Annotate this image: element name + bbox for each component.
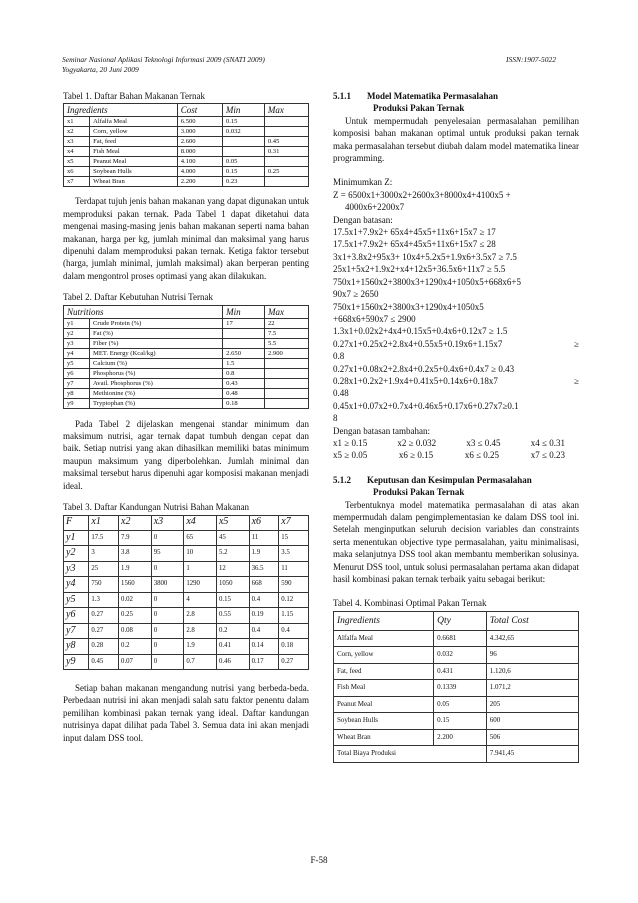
table4-cell: Alfalfa Meal <box>334 630 434 647</box>
table3-cell: 0.27 <box>89 608 119 624</box>
table1-h-cost: Cost <box>177 104 222 117</box>
table3-cell: 0.2 <box>216 623 249 639</box>
table4-cell: 600 <box>486 713 578 730</box>
section-5-1-1-number: 5.1.1 <box>333 91 351 101</box>
table2-cell <box>264 368 308 378</box>
table1-cell: x4 <box>64 147 90 157</box>
table2-cell: y6 <box>64 368 90 378</box>
math-constraint-line: 3x1+3.8x2+95x3+ 10x4+5.2x5+1.9x6+3.5x7 ≥ 7.5 <box>333 251 517 262</box>
table4-cell: Wheat Bran <box>334 729 434 746</box>
table2-cell: 22 <box>264 318 308 328</box>
table3-cell: y8 <box>64 639 89 655</box>
table4-h-total-cost: Total Cost <box>486 611 578 630</box>
math-extra-row-2 <box>333 449 579 461</box>
math-constraint-line: 17.5x1+7.9x2+ 65x4+45x5+11x6+15x7 ≤ 28 <box>333 239 496 250</box>
table3-cell: 590 <box>279 577 309 593</box>
table1-cell: 2.600 <box>177 137 222 147</box>
math-objective-1: Z = 6500x1+3000x2+2600x3+8000x4+4100x5 + <box>333 189 511 200</box>
table3-cell: 0 <box>151 654 184 670</box>
table2-cell: MET. Energy (Kcal/kg) <box>90 348 223 358</box>
table3-header-cell: x1 <box>89 515 119 530</box>
table2-cell: y1 <box>64 318 90 328</box>
table4-cell: 2.200 <box>434 729 487 746</box>
paragraph-1: Terdapat tujuh jenis bahan makanan yang dapat digunakan untuk memproduksi pakan ternak. Pada Tabel 1 dapat diketahui data mengenai masing-masing jenis bahan makanan seperti nama bahan makanan, harga per kg, jumlah minimal dan maksimal yang harus dipenuhi dalam memproduksi pakan ternak. Ketiga faktor tersebut (harga, jumlah minimal, jumlah maksimal) akan berperan penting dalam mengontrol proses optimasi yang akan dilakukan. <box>63 196 309 281</box>
table1-cell: 3.000 <box>177 127 222 137</box>
table3-cell: 1.3 <box>89 592 119 608</box>
table3-header-cell: x5 <box>216 515 249 530</box>
math-minimize: Minimumkan Z: <box>333 177 393 188</box>
table4-cell: Soybean Hulls <box>334 713 434 730</box>
table3-cell: 11 <box>249 530 279 546</box>
math-extra-1-2: x2 ≥ 0.032 <box>397 437 437 448</box>
table2-h-nutritions: Nutritions <box>64 305 223 318</box>
table3-cell: y9 <box>64 654 89 670</box>
page-number: F-58 <box>310 855 328 865</box>
table3-cell: y3 <box>64 561 89 577</box>
table3-header-cell: x2 <box>119 515 152 530</box>
left-column <box>63 90 309 744</box>
section-5-1-2-paragraph: Terbentuknya model matematika permasalahan di atas akan mempermudah dalam pengimplementasian ke dalam DSS tool ini. Setelah menginputkan seluruh decision variables dan constraints serta menentukan objective type permasalahan, yaitu minimalisasi, maka selanjutnya DSS tool akan membantu memberikan solusinya. Menurut DSS tool, untuk solusi permasalahan pertama akan didapat hasil kombinasi pakan ternak terbaik yaitu sebagai berikut: <box>333 499 579 585</box>
table1-cell: 0.23 <box>222 177 264 187</box>
table3-cell: 0.27 <box>89 623 119 639</box>
table4-cell: 4.342,65 <box>486 630 578 647</box>
table1-cell: x3 <box>64 137 90 147</box>
table2 <box>63 305 309 409</box>
table3-header-cell: x7 <box>279 515 309 530</box>
table1-cell <box>264 177 308 187</box>
table1-row <box>64 117 309 127</box>
table3-cell: 0 <box>151 561 184 577</box>
table3-cell: 7.9 <box>119 530 152 546</box>
table3-cell: 0 <box>151 608 184 624</box>
section-5-1-1-title-line2: Produksi Pakan Ternak <box>373 103 465 114</box>
table3-cell: 0.28 <box>89 639 119 655</box>
table3-cell: 36.5 <box>249 561 279 577</box>
table1-h-min: Min <box>222 104 264 117</box>
math-constraints-label: Dengan batasan: <box>333 214 393 225</box>
table2-cell: y5 <box>64 358 90 368</box>
table3-header-cell: x4 <box>184 515 217 530</box>
table2-cell: y3 <box>64 338 90 348</box>
table2-row <box>64 328 309 338</box>
table2-h-max: Max <box>264 305 308 318</box>
table1-cell: 0.15 <box>222 117 264 127</box>
table1-cell <box>222 137 264 147</box>
table3-cell: 95 <box>151 546 184 562</box>
table3-cell: y6 <box>64 608 89 624</box>
math-constraint-line: +668x6+590x7 ≤ 2900 <box>333 313 416 324</box>
table1-row <box>64 167 309 177</box>
table1-cell: 0.032 <box>222 127 264 137</box>
table1-row <box>64 157 309 167</box>
table4-row <box>334 696 579 713</box>
table2-cell: Fiber (%) <box>90 338 223 348</box>
table1-row <box>64 137 309 147</box>
table2-cell <box>264 398 308 408</box>
table3-row <box>64 592 309 608</box>
table4-cell: Fat, feed <box>334 663 434 680</box>
math-extra-label: Dengan batasan tambahan: <box>333 425 430 436</box>
table2-cell <box>223 338 265 348</box>
table2-cell: Avail. Phosphorus (%) <box>90 378 223 388</box>
math-constraint-line: 750x1+1560x2+3800x3+1290x4+1050x5 <box>333 301 484 312</box>
table3-cell: 1050 <box>216 577 249 593</box>
table2-row <box>64 318 309 328</box>
table2-cell: Crude Protein (%) <box>90 318 223 328</box>
table3-row <box>64 577 309 593</box>
table4-row <box>334 663 579 680</box>
table4-row <box>334 729 579 746</box>
math-extra-1-4: x4 ≤ 0.31 <box>530 437 565 448</box>
header-left <box>62 55 342 75</box>
table1-cell: x1 <box>64 117 90 127</box>
table2-cell: y2 <box>64 328 90 338</box>
table3-cell: 0.46 <box>216 654 249 670</box>
table4-h-qty: Qty <box>434 611 487 630</box>
table4-cell: 1.120,6 <box>486 663 578 680</box>
table3-cell: 3.8 <box>119 546 152 562</box>
table1-cell: 4.100 <box>177 157 222 167</box>
table4-h-ingredients: Ingredients <box>334 611 434 630</box>
table4-caption: Tabel 4. Kombinasi Optimal Pakan Ternak <box>333 598 487 609</box>
header-location: Yogyakarta, 20 Juni 2009 <box>62 65 139 74</box>
table2-cell: y7 <box>64 378 90 388</box>
table3-row <box>64 639 309 655</box>
table3-caption: Tabel 3. Daftar Kandungan Nutrisi Bahan Makanan <box>63 502 250 513</box>
table4-cell: 0.15 <box>434 713 487 730</box>
table2-cell <box>223 328 265 338</box>
table2-row <box>64 358 309 368</box>
table4-total-label: Total Biaya Produksi <box>334 746 487 763</box>
table3-header-cell: x6 <box>249 515 279 530</box>
table1-cell: Soybean Hulls <box>90 167 178 177</box>
table3-cell: 5.2 <box>216 546 249 562</box>
table1-cell <box>264 117 308 127</box>
table3-cell: 17.5 <box>89 530 119 546</box>
section-5-1-2-heading <box>333 474 579 499</box>
table1-cell: Peanut Meal <box>90 157 178 167</box>
table1-cell: 0.05 <box>222 157 264 167</box>
table1 <box>63 103 309 187</box>
section-5-1-2-title-line2: Produksi Pakan Ternak <box>373 487 465 498</box>
table2-cell: 0.43 <box>223 378 265 388</box>
table2-cell: Tryptophan (%) <box>90 398 223 408</box>
table3-cell: 25 <box>89 561 119 577</box>
table3-cell: 1.9 <box>249 546 279 562</box>
math-extra-2-2: x6 ≥ 0.15 <box>398 450 434 461</box>
table3-header-cell: x3 <box>151 515 184 530</box>
table3-cell: y1 <box>64 530 89 546</box>
table1-cell: Corn, yellow <box>90 127 178 137</box>
table3-cell: 45 <box>216 530 249 546</box>
table3-cell: 0.41 <box>216 639 249 655</box>
header-conference: Seminar Nasional Aplikasi Teknologi Informasi 2009 (SNATI 2009) <box>62 55 265 64</box>
section-5-1-2-number: 5.1.2 <box>333 474 351 485</box>
table4-cell: Fish Meal <box>334 680 434 697</box>
table3-cell: y5 <box>64 592 89 608</box>
table3-cell: 12 <box>216 561 249 577</box>
table3-cell: 0.17 <box>249 654 279 670</box>
right-column <box>333 90 579 763</box>
math-extra-row-1 <box>333 437 579 449</box>
table4-cell: 96 <box>486 647 578 664</box>
table3-cell: 0.7 <box>184 654 217 670</box>
section-5-1-1-paragraph: Untuk mempermudah penyelesaian permasalahan pemilihan komposisi bahan makanan optimal untuk produksi pakan ternak maka permasalahan tersebut diubah dalam model matematika linear programming. <box>333 115 579 164</box>
table1-cell: Wheat Bran <box>90 177 178 187</box>
math-constraint-line: 90x7 ≥ 2650 <box>333 289 379 300</box>
math-extra-1-1: x1 ≥ 0.15 <box>333 437 368 448</box>
table3-cell: 15 <box>279 530 309 546</box>
math-objective-2: 4000x6+2200x7 <box>345 202 405 213</box>
table3-row <box>64 623 309 639</box>
table3-cell: 0.07 <box>119 654 152 670</box>
table3-cell: 0 <box>151 592 184 608</box>
table3-cell: 2.8 <box>184 608 217 624</box>
table4-cell: Peanut Meal <box>334 696 434 713</box>
table3-cell: 0.45 <box>89 654 119 670</box>
table3-cell: 0 <box>151 530 184 546</box>
math-model <box>333 176 579 461</box>
table3 <box>63 515 309 671</box>
math-constraint-c: 0.45x1+0.07x2+0.7x4+0.46x5+0.17x6+0.27x7≥0.1 <box>333 400 519 411</box>
table3-row <box>64 546 309 562</box>
math-constraint-line: 750x1+1560x2+3800x3+1290x4+1050x5+668x6+5 <box>333 276 521 287</box>
table2-row <box>64 388 309 398</box>
table3-cell: 0.4 <box>279 623 309 639</box>
table4-cell: 1.071,2 <box>486 680 578 697</box>
math-split1-op: ≥ <box>574 338 579 349</box>
table3-cell: 0.18 <box>279 639 309 655</box>
table3-cell: 4 <box>184 592 217 608</box>
table4-row <box>334 647 579 664</box>
math-constraint-line: 25x1+5x2+1.9x2+x4+12x5+36.5x6+11x7 ≥ 5.5 <box>333 264 506 275</box>
table3-cell: 1.9 <box>184 639 217 655</box>
table4-row <box>334 680 579 697</box>
table1-cell: x7 <box>64 177 90 187</box>
table2-row <box>64 348 309 358</box>
table2-h-min: Min <box>223 305 265 318</box>
table3-cell: 0.55 <box>216 608 249 624</box>
math-constraint-split-2 <box>333 375 579 387</box>
table4-total-row <box>334 746 579 763</box>
table1-cell: 4.000 <box>177 167 222 177</box>
math-split2-rhs: 0.48 <box>333 388 349 399</box>
table2-header <box>64 305 309 318</box>
table4-cell: 506 <box>486 729 578 746</box>
table2-cell: 7.5 <box>264 328 308 338</box>
table3-cell: 10 <box>184 546 217 562</box>
table3-row <box>64 561 309 577</box>
table2-cell: y9 <box>64 398 90 408</box>
table2-cell: y4 <box>64 348 90 358</box>
table3-cell: 0.25 <box>119 608 152 624</box>
table3-cell: 65 <box>184 530 217 546</box>
table3-header <box>64 515 309 530</box>
table2-cell <box>264 378 308 388</box>
table2-cell: Methionine (%) <box>90 388 223 398</box>
table4-cell: 0.05 <box>434 696 487 713</box>
math-split1-rhs: 0.8 <box>333 351 345 362</box>
table4-row <box>334 713 579 730</box>
table3-cell: 0.14 <box>249 639 279 655</box>
table2-row <box>64 338 309 348</box>
table2-row <box>64 378 309 388</box>
table1-cell <box>264 157 308 167</box>
table1-cell: x2 <box>64 127 90 137</box>
table1-cell: Fat, feed <box>90 137 178 147</box>
table3-cell: 0.08 <box>119 623 152 639</box>
table3-cell: 3.5 <box>279 546 309 562</box>
table3-cell: 0.4 <box>249 623 279 639</box>
table3-cell: 1.9 <box>119 561 152 577</box>
table4-cell: 0.1339 <box>434 680 487 697</box>
table4-cell: 0.032 <box>434 647 487 664</box>
table1-cell: 6.500 <box>177 117 222 127</box>
table4-cell: 0.6681 <box>434 630 487 647</box>
table2-cell: y8 <box>64 388 90 398</box>
table3-cell: 0 <box>151 623 184 639</box>
math-split2-lhs: 0.28x1+0.2x2+1.9x4+0.41x5+0.14x6+0.18x7 <box>333 375 498 386</box>
table1-row <box>64 177 309 187</box>
table2-cell: 0.8 <box>223 368 265 378</box>
math-constraint-split-1 <box>333 338 579 350</box>
header-issn: ISSN:1907-5022 <box>506 55 556 64</box>
math-extra-1-3: x3 ≤ 0.45 <box>466 437 501 448</box>
table1-cell <box>264 127 308 137</box>
table4 <box>333 611 579 763</box>
math-constraint-b: 0.27x1+0.08x2+2.8x4+0.2x5+0.4x6+0.4x7 ≥ 0.43 <box>333 363 515 374</box>
table3-header-cell: F <box>64 515 89 530</box>
table3-cell: y7 <box>64 623 89 639</box>
section-5-1-1-title-line1: Model Matematika Permasalahan <box>367 91 498 101</box>
table1-row <box>64 147 309 157</box>
table1-cell: 0.25 <box>264 167 308 177</box>
table3-cell: y4 <box>64 577 89 593</box>
table3-cell: 0.15 <box>216 592 249 608</box>
table4-cell: Corn, yellow <box>334 647 434 664</box>
table2-cell <box>264 388 308 398</box>
table2-row <box>64 398 309 408</box>
table2-cell: 0.48 <box>223 388 265 398</box>
table1-cell: x5 <box>64 157 90 167</box>
table3-row <box>64 530 309 546</box>
table3-cell: 0.19 <box>249 608 279 624</box>
math-constraint-line: 17.5x1+7.9x2+ 65x4+45x5+11x6+15x7 ≥ 17 <box>333 227 496 238</box>
table3-cell: 2.8 <box>184 623 217 639</box>
table1-cell: 8.000 <box>177 147 222 157</box>
paragraph-3: Setiap bahan makanan mengandung nutrisi yang berbeda-beda. Perbedaan nutrisi ini akan menjadi salah satu faktor penentu dalam pemilihan kombinasi pakan ternak yang ideal. Daftar kandungan nutrisinya dapat dilihat pada Tabel 3. Semua data ini akan menjadi input dalam DSS tool. <box>63 683 309 743</box>
table3-cell: y2 <box>64 546 89 562</box>
table2-caption: Tabel 2. Daftar Kebutuhan Nutrisi Ternak <box>63 292 214 303</box>
table1-cell: x6 <box>64 167 90 177</box>
table1-header <box>64 104 309 117</box>
math-constraint-lines <box>333 226 579 338</box>
table2-cell: 2.900 <box>264 348 308 358</box>
table3-cell: 668 <box>249 577 279 593</box>
table2-cell: Fat (%) <box>90 328 223 338</box>
table2-cell: Calcium (%) <box>90 358 223 368</box>
table2-cell: Phosphorus (%) <box>90 368 223 378</box>
paragraph-2: Pada Tabel 2 dijelaskan mengenai standar minimum dan maksimum nutrisi, agar ternak dapat tumbuh dengan cepat dan baik. Setiap nutrisi yang akan dihasilkan memiliki batas minimum maupun maksimum yang diperbolehkan. Jumlah minimal dan maksimal tersebut harus dipenuhi agar komposisi makanan menjadi ideal. <box>63 418 309 491</box>
table1-row <box>64 127 309 137</box>
table1-cell: Alfalfa Meal <box>90 117 178 127</box>
table2-cell: 5.5 <box>264 338 308 348</box>
table3-cell: 750 <box>89 577 119 593</box>
table1-cell: 0.15 <box>222 167 264 177</box>
table3-cell: 11 <box>279 561 309 577</box>
table1-cell: Fish Meal <box>90 147 178 157</box>
table1-cell: 2.200 <box>177 177 222 187</box>
table2-cell: 0.18 <box>223 398 265 408</box>
table1-caption: Tabel 1. Daftar Bahan Makanan Ternak <box>63 91 206 101</box>
table2-row <box>64 368 309 378</box>
math-constraint-c-cont: 8 <box>333 413 338 424</box>
table4-cell: 205 <box>486 696 578 713</box>
table3-cell: 0.02 <box>119 592 152 608</box>
math-split1-lhs: 0.27x1+0.25x2+2.8x4+0.55x5+0.19x6+1.15x7 <box>333 338 503 349</box>
table3-cell: 1.15 <box>279 608 309 624</box>
table1-h-ingredients: Ingredients <box>64 104 178 117</box>
table1-cell: 0.45 <box>264 137 308 147</box>
math-extra-2-1: x5 ≥ 0.05 <box>333 450 368 461</box>
table3-cell: 1290 <box>184 577 217 593</box>
table3-cell: 0.27 <box>279 654 309 670</box>
table1-cell: 0.31 <box>264 147 308 157</box>
table3-row <box>64 608 309 624</box>
table1-h-max: Max <box>264 104 308 117</box>
table2-cell: 2.650 <box>223 348 265 358</box>
table3-cell: 3800 <box>151 577 184 593</box>
table3-cell: 1560 <box>119 577 152 593</box>
table4-cell: 0.431 <box>434 663 487 680</box>
table2-cell <box>264 358 308 368</box>
table4-header <box>334 611 579 630</box>
table3-cell: 0 <box>151 639 184 655</box>
table4-row <box>334 630 579 647</box>
table2-cell: 1.5 <box>223 358 265 368</box>
math-extra-2-4: x7 ≤ 0.23 <box>530 450 565 461</box>
math-split2-op: ≥ <box>574 375 579 386</box>
table3-cell: 3 <box>89 546 119 562</box>
table2-cell: 17 <box>223 318 265 328</box>
section-5-1-2-title-line1: Keputusan dan Kesimpulan Permasalahan <box>367 474 532 485</box>
table4-total-value: 7.941,45 <box>486 746 578 763</box>
table3-cell: 1 <box>184 561 217 577</box>
table3-cell: 0.2 <box>119 639 152 655</box>
table3-cell: 0.12 <box>279 592 309 608</box>
table3-row <box>64 654 309 670</box>
math-constraint-line: 1.3x1+0.02x2+4x4+0.15x5+0.4x6+0.12x7 ≥ 1.5 <box>333 326 508 337</box>
table1-cell <box>222 147 264 157</box>
math-extra-2-3: x6 ≤ 0.25 <box>464 450 500 461</box>
table3-cell: 0.4 <box>249 592 279 608</box>
section-5-1-1-heading <box>333 90 579 115</box>
